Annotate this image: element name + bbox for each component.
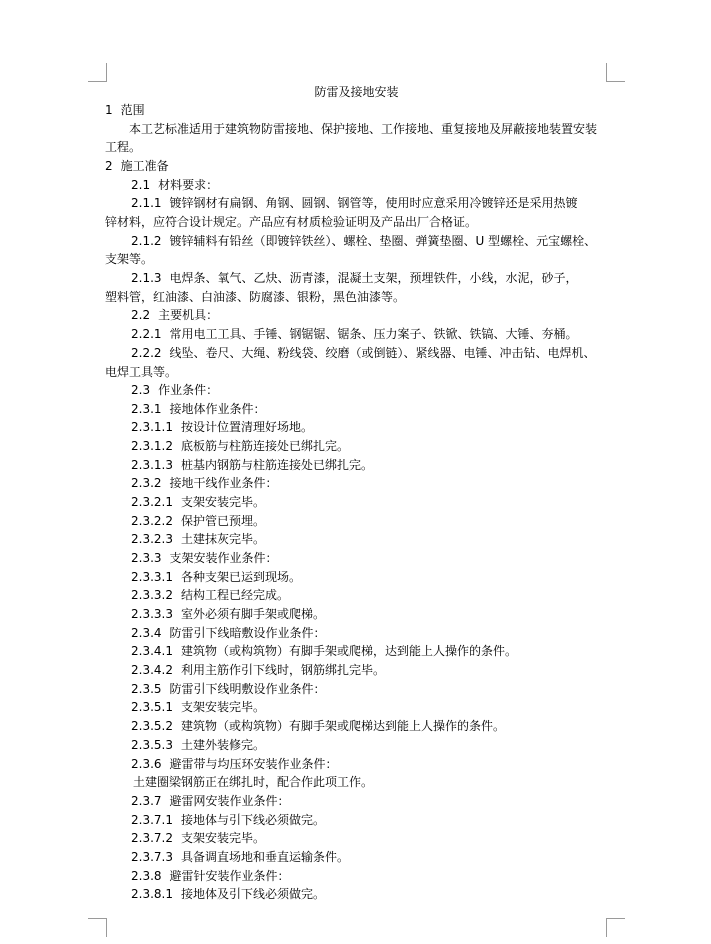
document-title: 防雷及接地安装 [314,85,399,99]
heading-2-3: 2.3 作业条件： [131,383,219,397]
item-2-3-1-2: 2.3.1.2 底板筋与柱筋连接处已绑扎完。 [131,439,349,453]
heading-2-3-5: 2.3.5 防雷引下线明敷设作业条件： [131,682,326,696]
item-2-3-2-3: 2.3.2.3 土建抹灰完毕。 [131,532,265,546]
item-2-3-3-3: 2.3.3.3 室外必须有脚手架或爬梯。 [131,607,325,621]
item-2-3-5-2: 2.3.5.2 建筑物（或构筑物）有脚手架或爬梯达到能上人操作的条件。 [131,719,505,733]
item-2-3-7-3: 2.3.7.3 具备调直场地和垂直运输条件。 [131,850,349,864]
item-2-2-2-cont: 电焊工具等。 [105,365,178,379]
heading-2-3-2: 2.3.2 接地干线作业条件： [131,476,278,490]
item-2-1-3-cont: 塑料管，红油漆、白油漆、防腐漆、银粉，黑色油漆等。 [105,290,406,304]
item-2-1-3: 2.1.3 电焊条、氧气、乙炔、沥青漆，混凝土支架，预埋铁件，小线，水泥，砂子， [131,271,578,285]
heading-2-2: 2.2 主要机具： [131,308,219,322]
item-2-1-1: 2.1.1 镀锌钢材有扁钢、角钢、圆钢、钢管等，使用时应意采用冷镀锌还是采用热镀 [131,196,578,210]
item-2-3-4-2: 2.3.4.2 利用主筋作引下线时，钢筋绑扎完毕。 [131,663,385,677]
item-2-2-1: 2.2.1 常用电工工具、手锤、钢锯锯、锯条、压力案子、铁锨、铁镐、大锤、夯桶。 [131,327,578,341]
heading-2-3-4: 2.3.4 防雷引下线暗敷设作业条件： [131,626,326,640]
item-2-3-3-2: 2.3.3.2 结构工程已经完成。 [131,588,289,602]
item-2-3-4-1: 2.3.4.1 建筑物（或构筑物）有脚手架或爬梯，达到能上人操作的条件。 [131,644,517,658]
item-2-3-6-body: 土建圈梁钢筋正在绑扎时，配合作此项工作。 [133,775,374,789]
item-2-1-2-cont: 支架等。 [105,252,154,266]
item-2-3-5-3: 2.3.5.3 土建外装修完。 [131,738,265,752]
crop-mark-top-right [606,63,625,82]
item-2-1-2: 2.1.2 镀锌辅料有铅丝（即镀锌铁丝）、螺栓、垫圈、弹簧垫圈、U 型螺栓、元宝螺栓、 [131,234,597,248]
item-2-3-3-1: 2.3.3.1 各种支架已运到现场。 [131,570,301,584]
section-2-heading: 2 施工准备 [105,159,169,173]
heading-2-3-8: 2.3.8 避雷针安装作业条件： [131,869,290,883]
crop-mark-bottom-left [88,918,107,937]
section-1-heading: 1 范围 [105,103,145,117]
item-2-2-2: 2.2.2 线坠、卷尺、大绳、粉线袋、绞磨（或倒链）、紧线器、电锤、冲击钻、电焊机、 [131,346,596,360]
item-2-3-2-2: 2.3.2.2 保护管已预埋。 [131,514,265,528]
heading-2-3-6: 2.3.6 避雷带与均压环安装作业条件： [131,757,338,771]
heading-2-3-1: 2.3.1 接地体作业条件： [131,402,266,416]
crop-mark-bottom-right [606,918,625,937]
crop-mark-top-left [88,63,107,82]
section-1-body: 本工艺标准适用于建筑物防雷接地、保护接地、工作接地、重复接地及屏蔽接地装置安装工程。 [105,122,598,154]
item-2-1-1-cont: 锌材料，应符合设计规定。产品应有材质检验证明及产品出厂合格证。 [105,215,478,229]
heading-2-3-7: 2.3.7 避雷网安装作业条件： [131,794,290,808]
item-2-3-1-3: 2.3.1.3 桩基内钢筋与柱筋连接处已绑扎完。 [131,458,373,472]
item-2-3-7-2: 2.3.7.2 支架安装完毕。 [131,831,265,845]
item-2-3-1-1: 2.3.1.1 按设计位置清理好场地。 [131,420,313,434]
heading-2-3-3: 2.3.3 支架安装作业条件： [131,551,278,565]
item-2-3-2-1: 2.3.2.1 支架安装完毕。 [131,495,265,509]
item-2-3-8-1: 2.3.8.1 接地体及引下线必须做完。 [131,887,325,901]
item-2-3-7-1: 2.3.7.1 接地体与引下线必须做完。 [131,813,325,827]
item-2-3-5-1: 2.3.5.1 支架安装完毕。 [131,700,265,714]
heading-2-1: 2.1 材料要求： [131,178,219,192]
